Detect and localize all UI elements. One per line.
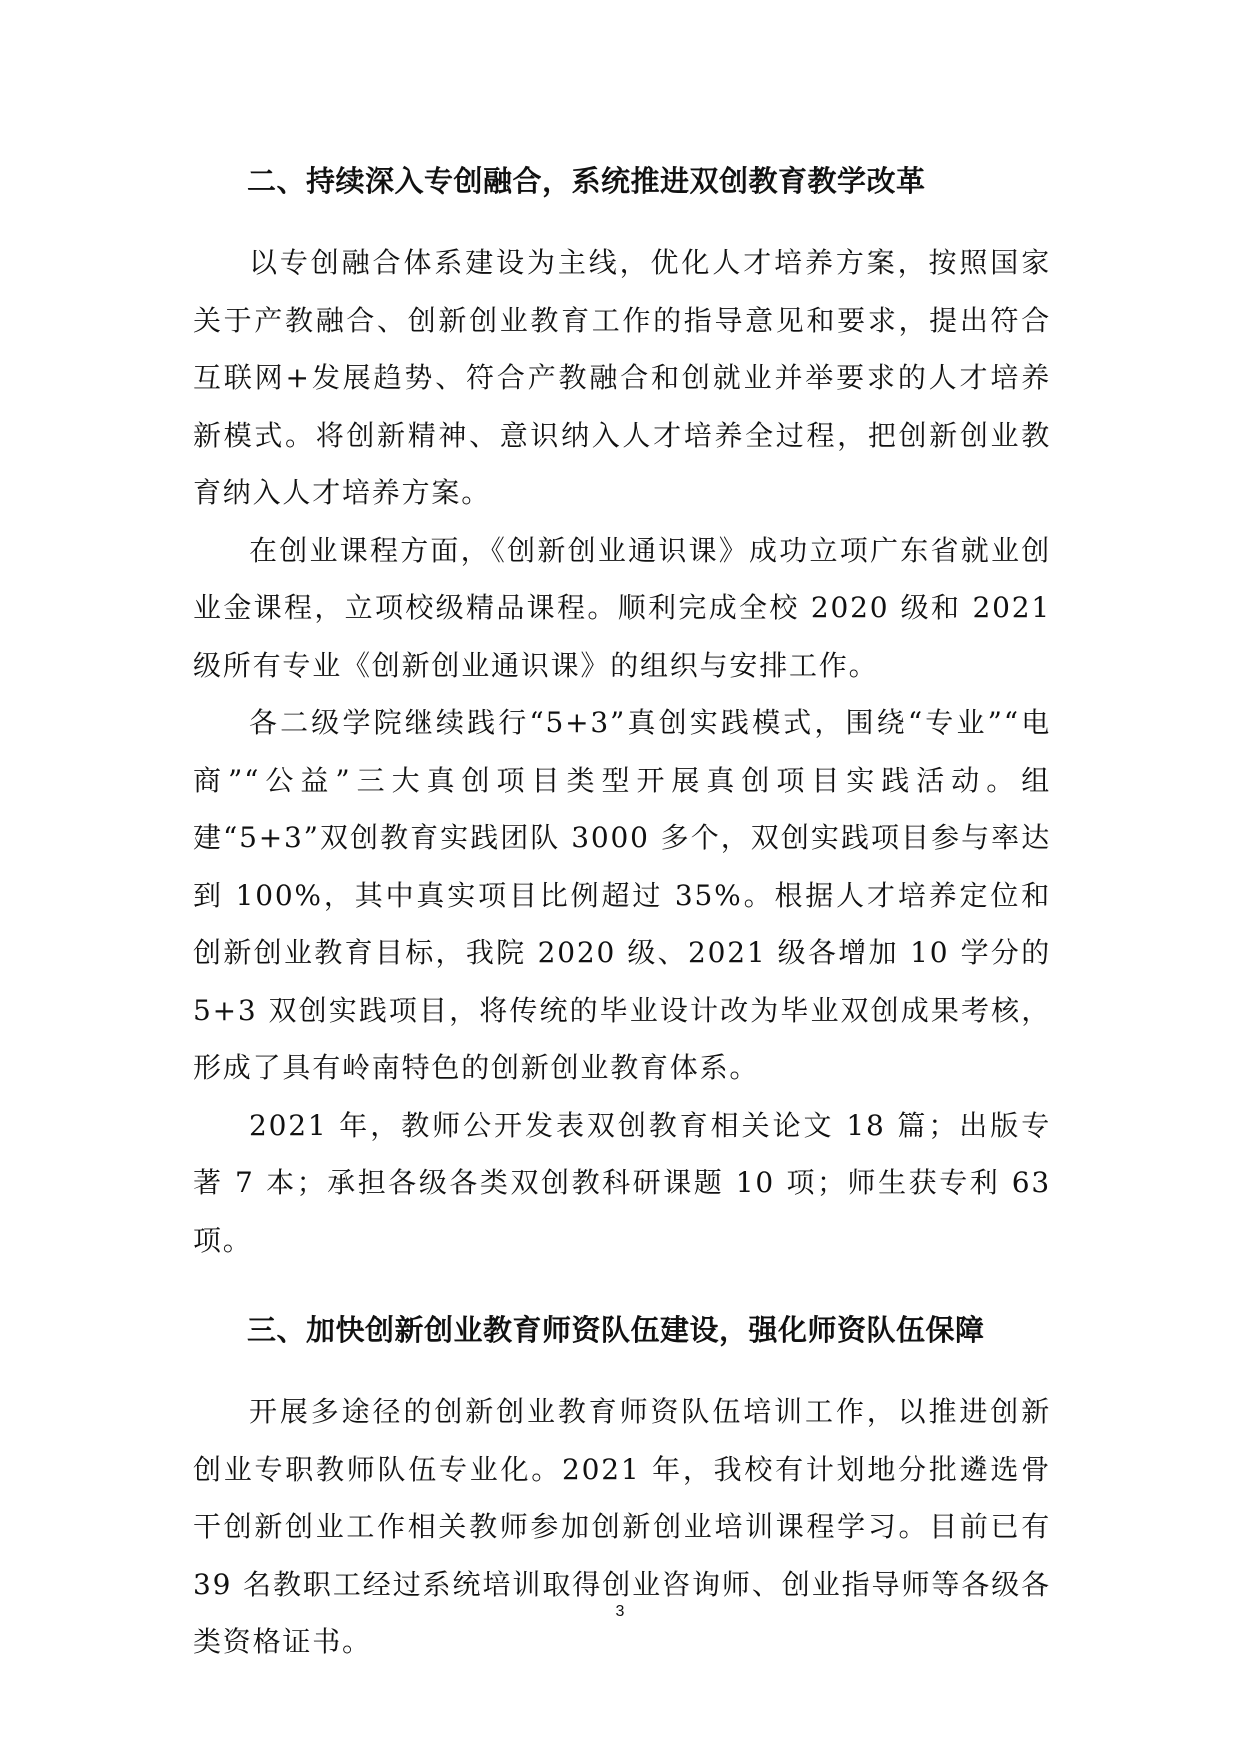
document-body <box>193 150 1051 1671</box>
section-heading-2: 二、持续深入专创融合，系统推进双创教育教学改革 <box>247 164 926 198</box>
paragraph: 各二级学院继续践行“5+3”真创实践模式，围绕“专业”“电商”“公益”三大真创项目类型开展真创项目实践活动。组建“5+3”双创教育实践团队 3000 多个，双创实践项目参与率达到 100%，其中真实项目比例超过 35%。根据人才培养定位和创新创业教育目标，我院 2020 级、2021 级各增加 10 学分的 5+3 双创实践项目，将传统的毕业设计改为毕业双创成果考核，形成了具有岭南特色的创新创业教育体系。 <box>193 706 1051 1084</box>
paragraph: 2021 年，教师公开发表双创教育相关论文 18 篇；出版专著 7 本；承担各级各类双创教科研课题 10 项；师生获专利 63 项。 <box>193 1108 1051 1257</box>
paragraph: 以专创融合体系建设为主线，优化人才培养方案，按照国家关于产教融合、创新创业教育工作的指导意见和要求，提出符合互联网+发展趋势、符合产教融合和创就业并举要求的人才培养新模式。将创新精神、意识纳入人才培养全过程，把创新创业教育纳入人才培养方案。 <box>193 246 1051 509</box>
section-heading-3: 三、加快创新创业教育师资队伍建设，强化师资队伍保障 <box>247 1313 985 1347</box>
paragraph: 在创业课程方面，《创新创业通识课》成功立项广东省就业创业金课程，立项校级精品课程。顺利完成全校 2020 级和 2021 级所有专业《创新创业通识课》的组织与安排工作。 <box>193 533 1051 682</box>
paragraph: 开展多途径的创新创业教育师资队伍培训工作，以推进创新创业专职教师队伍专业化。2021 年，我校有计划地分批遴选骨干创新创业工作相关教师参加创新创业培训课程学习。目前已有 39 名教职工经过系统培训取得创业咨询师、创业指导师等各级各类资格证书。 <box>193 1395 1051 1658</box>
page-number: 3 <box>615 1603 625 1620</box>
